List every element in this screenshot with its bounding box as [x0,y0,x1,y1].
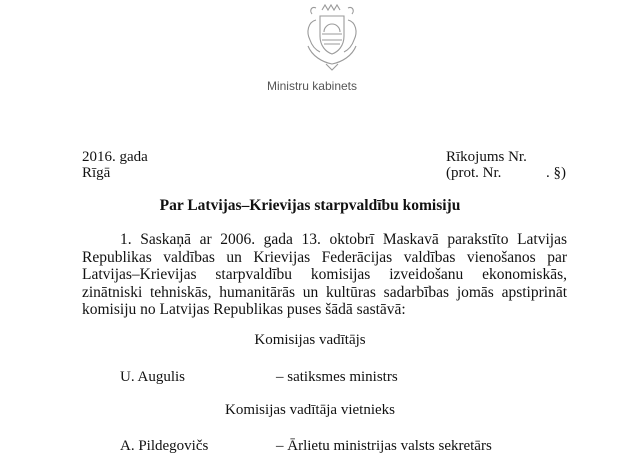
member-role: – satiksmes ministrs [276,369,398,385]
paragraph-1: 1. Saskaņā ar 2006. gada 13. oktobrī Maskavā parakstīto Latvijas Republikas valdības un Krievijas Federācijas valdības vienošanos par Latvijas–Krievijas starpvaldību komisijas izveidošanu ekonomiskās, zinātniski tehniskās, humanitārās un kultūras sadarbības jomās apstiprināt komisiju no Latvijas Republikas puses šādā sastāvā: [82,231,567,318]
coat-of-arms-icon [300,2,364,80]
section-heading-deputy: Komisijas vadītāja vietnieks [225,402,395,418]
member-role: – Ārlietu ministrijas valsts sekretārs [276,438,492,454]
protocol-close: . §) [546,165,566,181]
section-heading-chair: Komisijas vadītājs [254,332,366,348]
place: Rīgā [82,165,111,181]
member-name: A. Pildegovičs [120,438,209,454]
member-name: U. Augulis [120,369,186,385]
order-number-label: Rīkojums Nr. [446,149,527,165]
year-line: 2016. gada [82,149,148,165]
organization-name: Ministru kabinets [266,79,358,93]
document-title: Par Latvijas–Krievijas starpvaldību komisiju [159,197,461,214]
protocol-open: (prot. Nr. [446,165,502,181]
